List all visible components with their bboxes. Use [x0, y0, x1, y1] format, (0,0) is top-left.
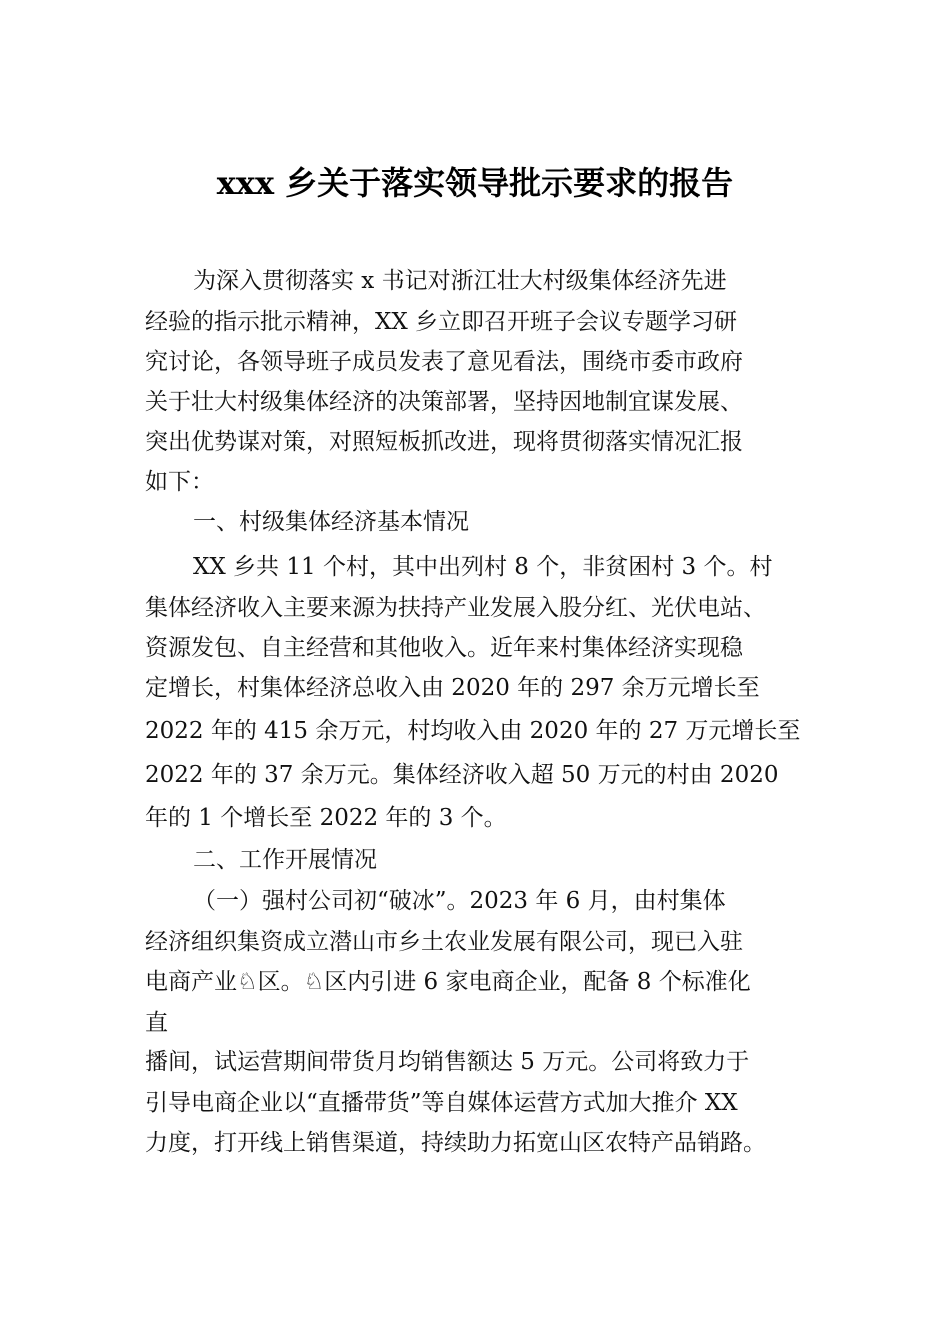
paragraph-section2-line-7: 力度，打开线上销售渠道，持续助力拓宽山区农特产品销路。 — [145, 1130, 766, 1156]
section-heading-2: 二、工作开展情况 — [193, 847, 377, 873]
paragraph-section2-line-1: （一）强村公司初“破冰”。2023 年 6 月，由村集体 — [193, 888, 726, 914]
paragraph-section1-line-2: 集体经济收入主要来源为扶持产业发展入股分红、光伏电站、 — [145, 595, 766, 621]
paragraph-intro-line-2: 经验的指示批示精神，XX 乡立即召开班子会议专题学习研 — [145, 309, 738, 335]
paragraph-intro-line-5: 突出优势谋对策，对照短板抓改进，现将贯彻落实情况汇报 — [145, 429, 743, 455]
paragraph-section1-line-6: 2022 年的 37 余万元。集体经济收入超 50 万元的村由 2020 — [145, 762, 779, 788]
paragraph-intro-line-1: 为深入贯彻落实 x 书记对浙江壮大村级集体经济先进 — [193, 268, 727, 294]
paragraph-section2-line-2: 经济组织集资成立潜山市乡土农业发展有限公司，现已入驻 — [145, 929, 743, 955]
paragraph-section1-line-7: 年的 1 个增长至 2022 年的 3 个。 — [145, 805, 507, 831]
paragraph-section2-line-6: 引导电商企业以“直播带货”等自媒体运营方式加大推介 XX — [145, 1090, 738, 1116]
paragraph-section1-line-4: 定增长，村集体经济总收入由 2020 年的 297 余万元增长至 — [145, 675, 760, 701]
section-heading-1: 一、村级集体经济基本情况 — [193, 509, 469, 535]
document-title: xxx 乡关于落实领导批示要求的报告 — [216, 164, 734, 202]
paragraph-section2-line-5: 播间，试运营期间带货月均销售额达 5 万元。公司将致力于 — [145, 1049, 750, 1075]
paragraph-section1-line-5: 2022 年的 415 余万元，村均收入由 2020 年的 27 万元增长至 — [145, 718, 801, 744]
paragraph-section2-line-4: 直 — [145, 1010, 168, 1036]
paragraph-intro-line-4: 关于壮大村级集体经济的决策部署，坚持因地制宜谋发展、 — [145, 389, 743, 415]
paragraph-section1-line-1: XX 乡共 11 个村，其中出列村 8 个，非贫困村 3 个。村 — [193, 554, 773, 580]
paragraph-intro-line-6: 如下： — [145, 469, 214, 495]
paragraph-intro-line-3: 究讨论，各领导班子成员发表了意见看法，围绕市委市政府 — [145, 349, 743, 375]
paragraph-section2-line-3: 电商产业♘区。♘区内引进 6 家电商企业，配备 8 个标准化 — [145, 969, 751, 995]
paragraph-section1-line-3: 资源发包、自主经营和其他收入。近年来村集体经济实现稳 — [145, 635, 743, 661]
